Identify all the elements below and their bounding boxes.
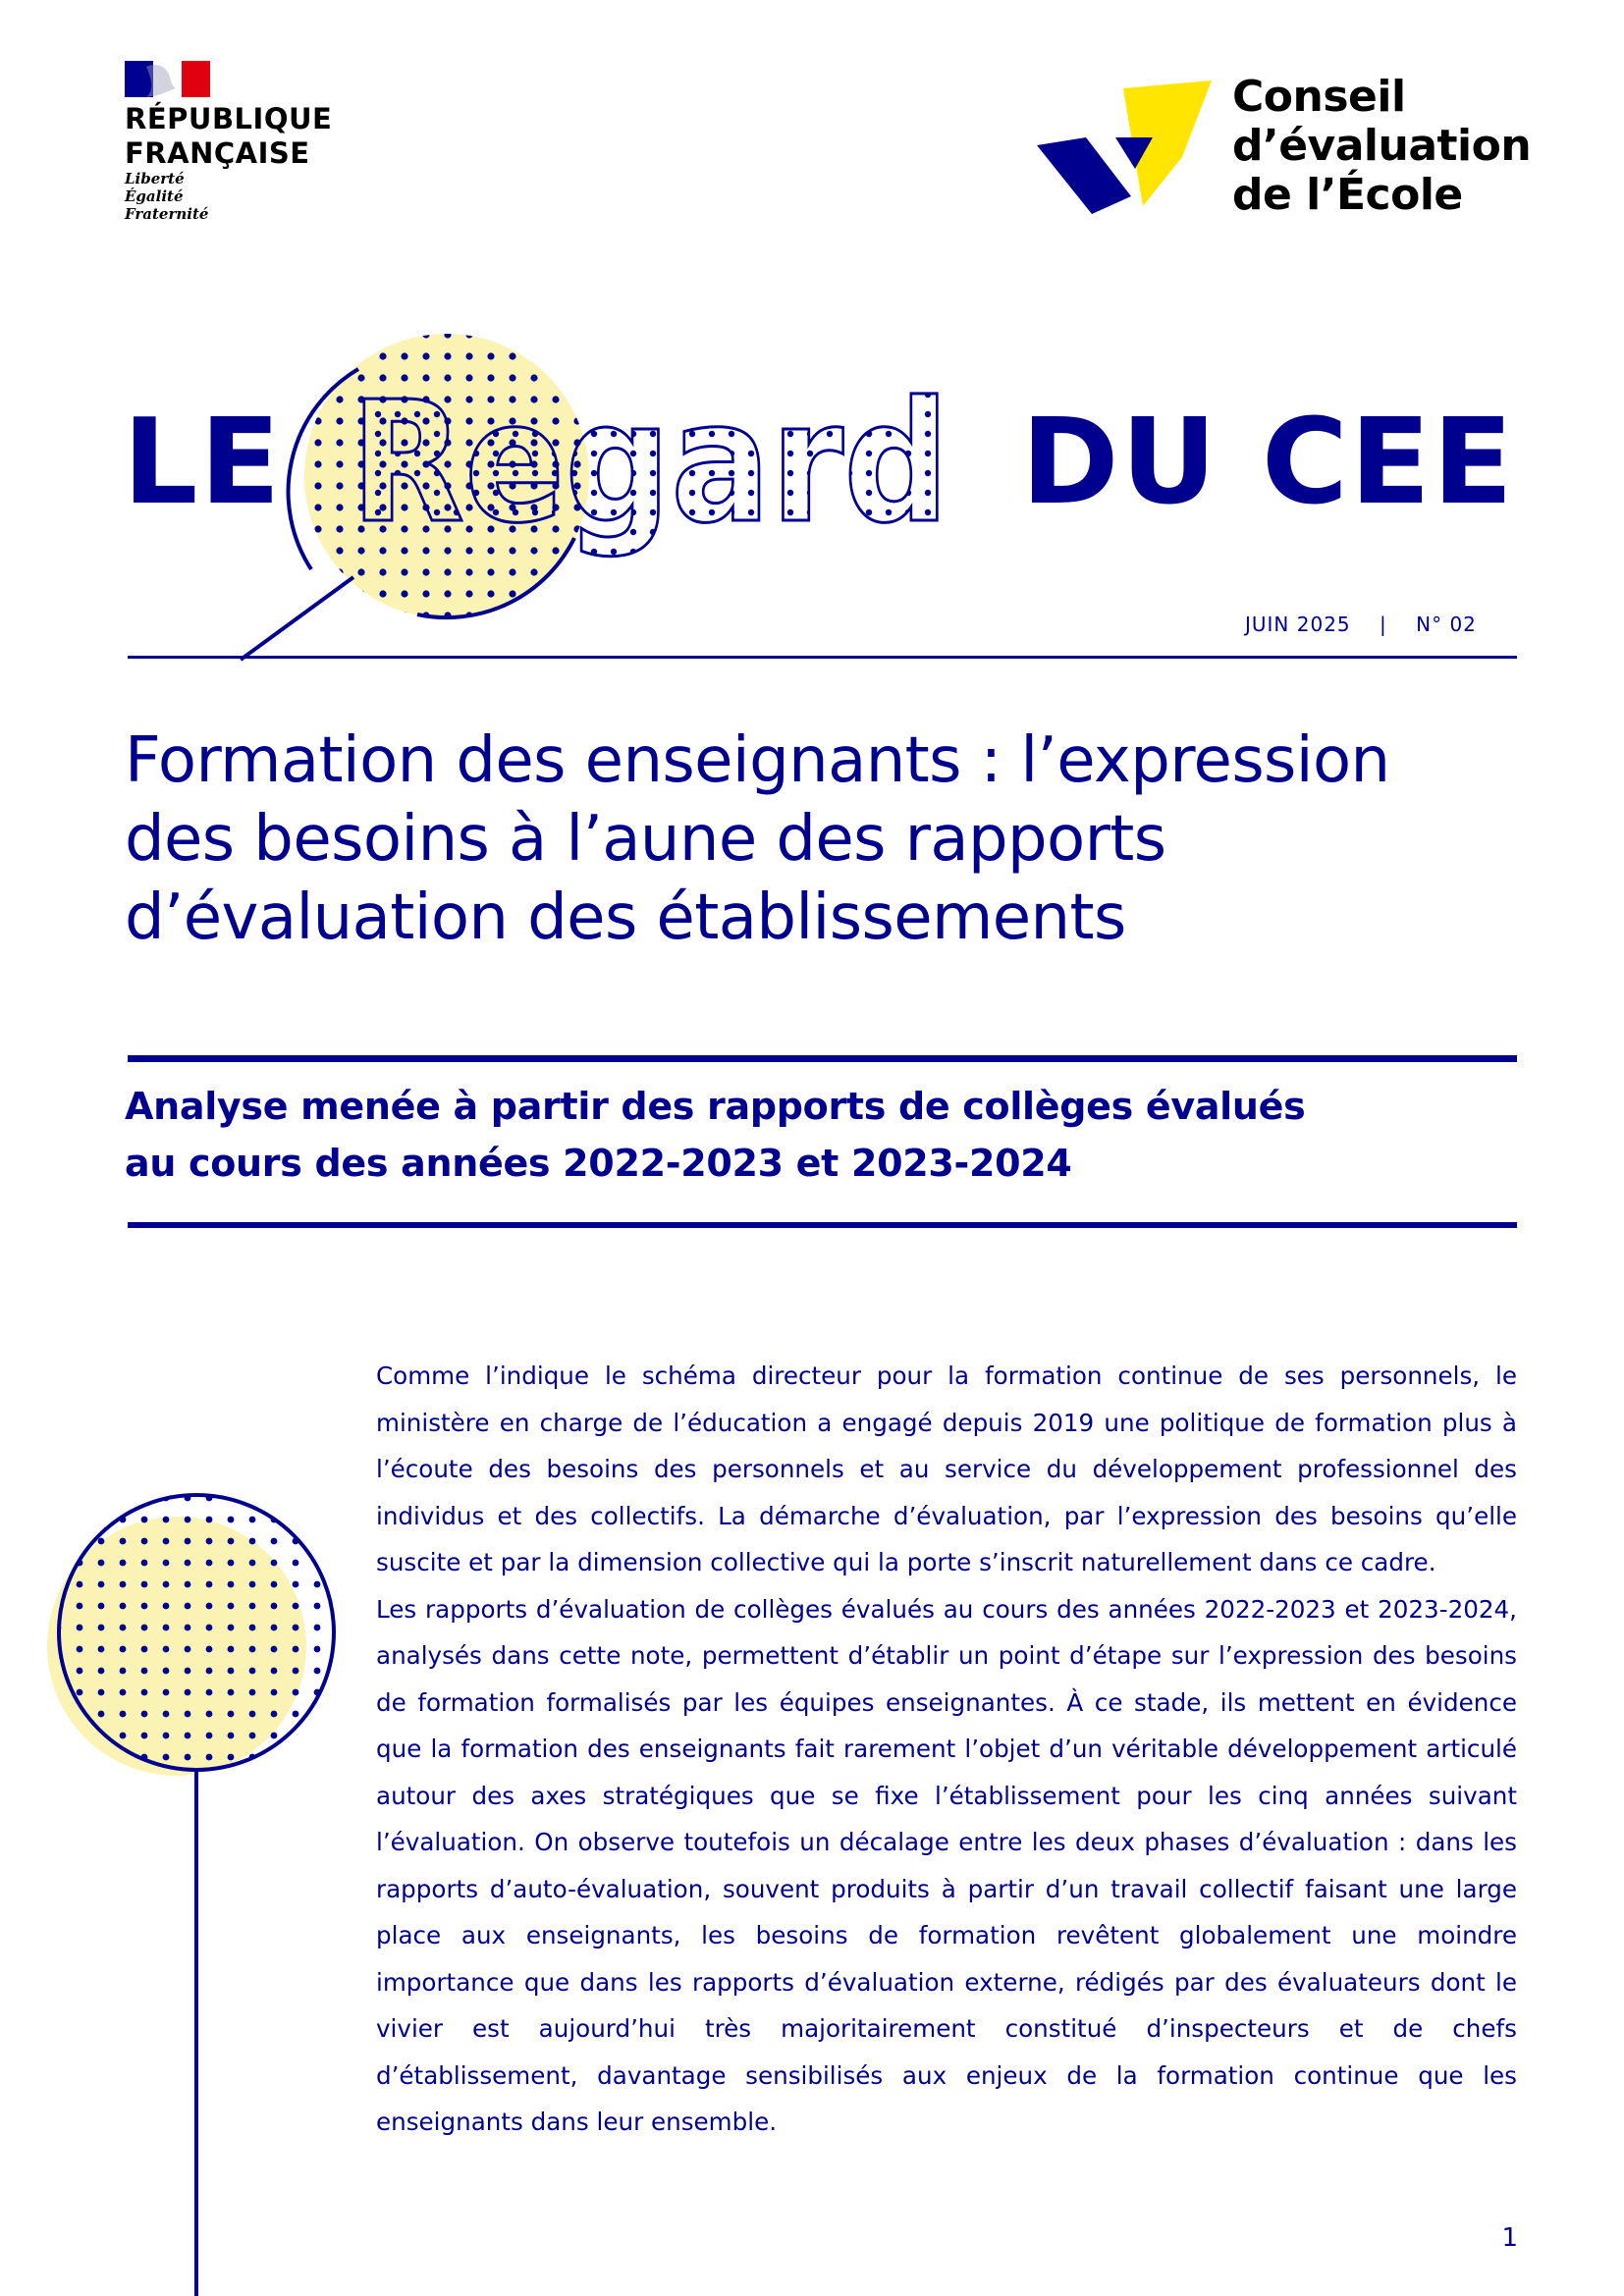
masthead-du-cee: DU CEE [1021,395,1515,531]
masthead-regard: Regard [351,366,949,561]
subtitle-line-2: au cours des années 2022-2023 et 2023-2024 [125,1142,1072,1185]
marianne-logo-icon [125,61,210,97]
cee-name-line3: de l’École [1232,170,1463,220]
issue-date: JUIN 2025 [1245,613,1351,636]
intro-paragraph-1: Comme l’indique le schéma directeur pour la formation continue de ses personnels, le ministère en charge de l’éducation a engagé depuis 2019 une politique de formation plus à l’écoute des besoins des personnels et au service du développement professionnel des individus et des collectifs. La démarche d’évaluation, par l’expression des besoins qu’elle suscite et par la dimension collective qui la porte s’inscrit naturellement dans ce cadre. [376,1362,1517,1576]
issue-info [1245,613,1477,636]
masthead-regard-wordmark [349,365,957,571]
motto-liberte: Liberté [125,170,185,187]
subtitle-rule [128,1222,1517,1228]
cee-name-line1: Conseil [1232,72,1406,122]
document-subtitle [125,1078,1519,1192]
republique-francaise-name [125,102,332,171]
page-number: 1 [1501,2223,1518,2253]
subtitle-line-1: Analyse menée à partir des rapports de collèges évalués [125,1085,1306,1128]
cee-name-line2: d’évaluation [1232,121,1532,171]
masthead-rule [128,656,1517,659]
title-line-3: d’évaluation des établissements [125,881,1126,954]
cee-logo-icon [1025,79,1226,216]
cee-name [1232,73,1531,220]
motto-fraternite: Fraternité [125,205,209,223]
masthead-le: LE [123,395,283,531]
motto-egalite: Égalité [125,187,184,205]
title-line-1: Formation des enseignants : l’expression [125,724,1390,797]
intro-text [376,1353,1517,2146]
title-rule [128,1055,1517,1062]
republic-motto [125,170,208,223]
title-line-2: des besoins à l’aune des rapports [125,803,1166,876]
issue-number: N° 02 [1416,613,1477,636]
issue-separator: | [1380,613,1387,636]
dotted-circle-decoration-icon [47,1487,352,2296]
republic-name-line2: FRANÇAISE [125,136,310,170]
intro-paragraph-2: Les rapports d’évaluation de collèges évalués au cours des années 2022-2023 et 2023-2024, analysés dans cette note, permettent d’établir un point d’étape sur l’expression des besoins de formation formalisés par les équipes enseignantes. À ce stade, ils mettent en évidence que la formation des enseignants fait rarement l’objet d’un véritable développement articulé autour des axes stratégiques que se fixe l’établissement pour les cinq années suivant l’évaluation. On observe toutefois un décalage entre les deux phases d’évaluation : dans les rapports d’auto-évaluation, souvent produits à partir d’un travail collectif faisant une large place aux enseignants, les besoins de formation revêtent globalement une moindre importance que dans les rapports d’évaluation externe, rédigés par des évaluateurs dont le vivier est aujourd’hui très majoritairement constitué d’inspecteurs et de chefs d’établissement, davantage sensibilisés aux enjeux de la formation continue que les enseignants dans leur ensemble. [376,1594,1517,2136]
document-title [125,721,1519,957]
republic-name-line1: RÉPUBLIQUE [125,102,333,135]
